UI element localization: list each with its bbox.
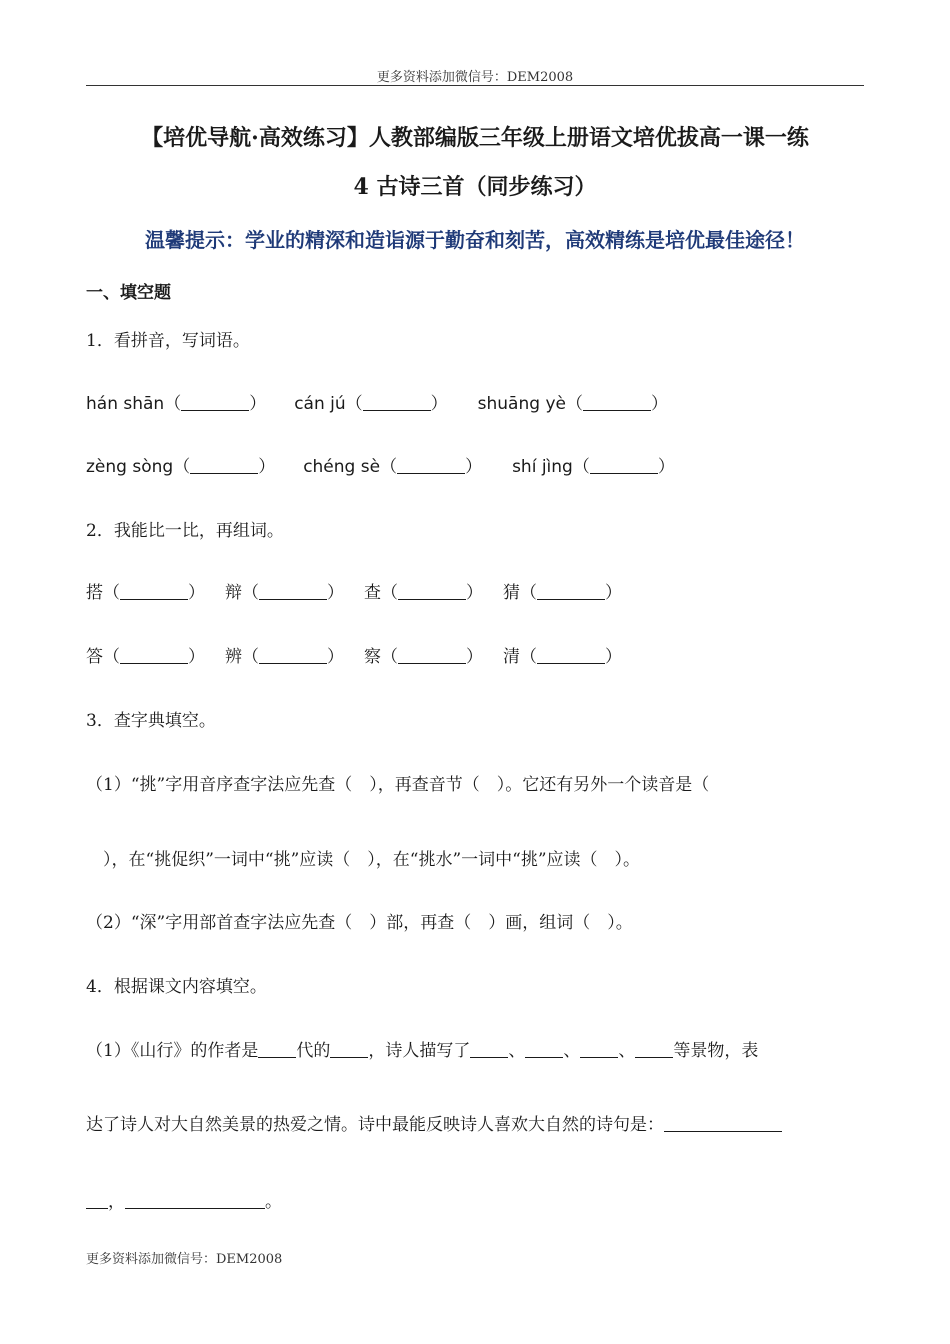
q2-row2: 答（ ） 辨（ ） 察（ ） 清（ ） <box>86 647 622 667</box>
q4-stem: 4．根据课文内容填空。 <box>86 977 267 997</box>
pinyin-label: cán jú <box>294 394 346 414</box>
answer-blank[interactable] <box>580 1040 618 1058</box>
header-divider <box>86 85 864 86</box>
q4-text: （1）《山行》的作者是 <box>86 1041 259 1061</box>
q1-row2: zèng sòng（ ） chéng sè（ ） shí jìng（ ） <box>86 457 675 477</box>
answer-blank[interactable] <box>258 1040 296 1058</box>
answer-blank[interactable] <box>190 456 258 474</box>
q4-sep: 、 <box>563 1041 581 1061</box>
q2-row1: 搭（ ） 辩（ ） 查（ ） 猜（ ） <box>86 583 622 603</box>
answer-blank[interactable] <box>259 646 327 664</box>
pinyin-label: hán shān <box>86 394 165 414</box>
q4-text: ，诗人描写了 <box>368 1041 471 1061</box>
q4-part1-line3 <box>86 1187 282 1212</box>
pinyin-label: zèng sòng <box>86 457 174 477</box>
char-label: 辨 <box>225 647 242 667</box>
answer-blank[interactable] <box>664 1114 782 1132</box>
pinyin-label: chéng sè <box>303 457 381 477</box>
section-heading: 一、填空题 <box>86 283 171 303</box>
title-line1: 【培优导航·高效练习】人教部编版三年级上册语文培优拔高一课一练 <box>141 125 809 151</box>
answer-blank[interactable] <box>398 582 466 600</box>
title-line2: 4 古诗三首（同步练习） <box>353 174 597 200</box>
answer-blank[interactable] <box>583 393 651 411</box>
q4-sep: 、 <box>508 1041 526 1061</box>
q4-text: 代的 <box>296 1041 331 1061</box>
page-header: 更多资料添加微信号：DEM2008 <box>376 70 574 85</box>
q1-stem: 1．看拼音，写词语。 <box>86 331 250 351</box>
q4-comma: ， <box>108 1192 125 1212</box>
answer-blank[interactable] <box>259 582 327 600</box>
answer-blank[interactable] <box>398 646 466 664</box>
char-label: 察 <box>364 647 381 667</box>
tip-text: 温馨提示：学业的精深和造诣源于勤奋和刻苦，高效精练是培优最佳途径！ <box>145 228 805 252</box>
pinyin-label: shí jìng <box>512 457 573 477</box>
q1-row1: hán shān（ ） cán jú（ ） shuāng yè（ ） <box>86 394 668 414</box>
answer-blank[interactable] <box>537 646 605 664</box>
q3-part2: （2）“深”字用部首查字法应先查（ ）部，再查（ ）画，组词（ ）。 <box>86 913 633 933</box>
q4-text: 等景物，表 <box>673 1041 759 1061</box>
q4-period: 。 <box>265 1192 282 1212</box>
page-footer: 更多资料添加微信号：DEM2008 <box>86 1252 283 1267</box>
answer-blank[interactable] <box>525 1040 563 1058</box>
answer-blank[interactable] <box>86 1191 108 1209</box>
answer-blank[interactable] <box>120 582 188 600</box>
q3-part1-line2: ），在“挑促织”一词中“挑”应读（ ），在“挑水”一词中“挑”应读（ ）。 <box>86 850 641 870</box>
char-label: 搭 <box>86 583 103 603</box>
answer-blank[interactable] <box>635 1040 673 1058</box>
answer-blank[interactable] <box>537 582 605 600</box>
char-label: 辩 <box>225 583 242 603</box>
q4-part1-line2 <box>86 1110 782 1135</box>
q4-part1-line1 <box>86 1036 758 1061</box>
q4-sep: 、 <box>618 1041 636 1061</box>
answer-blank[interactable] <box>330 1040 368 1058</box>
pinyin-label: shuāng yè <box>477 394 566 414</box>
q3-stem: 3．查字典填空。 <box>86 711 216 731</box>
char-label: 猜 <box>503 583 520 603</box>
answer-blank[interactable] <box>470 1040 508 1058</box>
q2-stem: 2．我能比一比，再组词。 <box>86 521 284 541</box>
answer-blank[interactable] <box>125 1191 265 1209</box>
answer-blank[interactable] <box>590 456 658 474</box>
char-label: 答 <box>86 647 103 667</box>
q4-text: 达了诗人对大自然美景的热爱之情。诗中最能反映诗人喜欢大自然的诗句是： <box>86 1115 664 1135</box>
answer-blank[interactable] <box>181 393 249 411</box>
answer-blank[interactable] <box>363 393 431 411</box>
char-label: 清 <box>503 647 520 667</box>
char-label: 查 <box>364 583 381 603</box>
q3-part1-line1: （1）“挑”字用音序查字法应先查（ ），再查音节（ ）。它还有另外一个读音是（ <box>86 775 710 795</box>
answer-blank[interactable] <box>397 456 465 474</box>
answer-blank[interactable] <box>120 646 188 664</box>
